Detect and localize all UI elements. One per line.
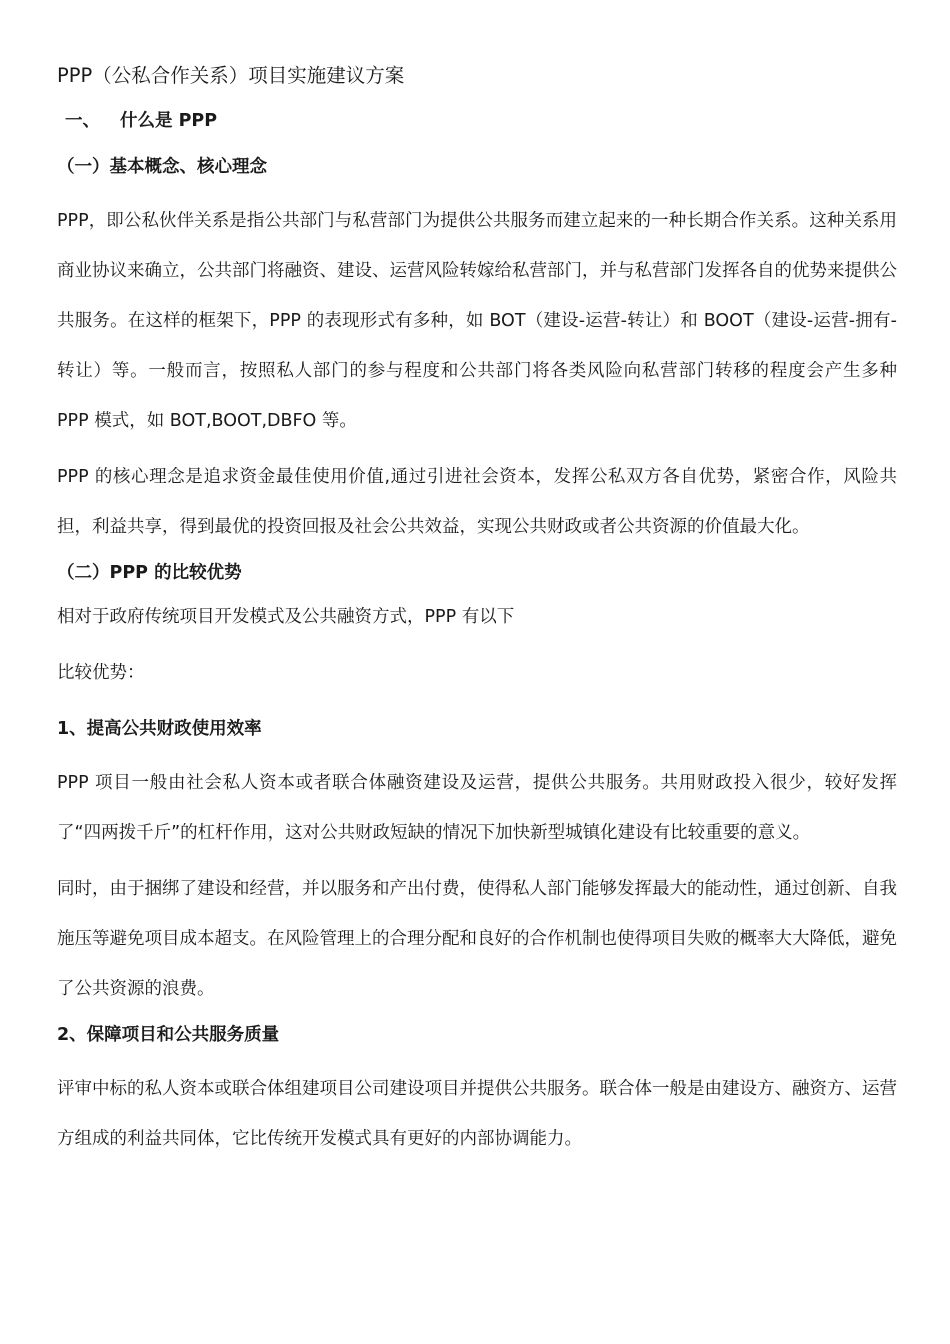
paragraph-quality: 评审中标的私人资本或联合体组建项目公司建设项目并提供公共服务。联合体一般是由建设方、融资方、运营方组成的利益共同体，它比传统开发模式具有更好的内部协调能力。	[57, 1079, 897, 1149]
paragraph-advantage-intro-cont: 比较优势：	[57, 663, 145, 683]
section-title: 什么是 PPP	[120, 111, 218, 131]
advantage-heading-2: 2、保障项目和公共服务质量	[57, 1025, 280, 1045]
section-heading-1	[65, 106, 897, 136]
paragraph-efficiency-cont: 同时，由于捆绑了建设和经营，并以服务和产出付费，使得私人部门能够发挥最大的能动性，通过创新、自我施压等避免项目成本超支。在风险管理上的合理分配和良好的合作机制也使得项目失败的概率大大降低，避免了公共资源的浪费。	[57, 879, 897, 999]
subsection-heading-1: （一）基本概念、核心理念	[57, 157, 267, 177]
subsection-heading-2: （二）PPP 的比较优势	[57, 563, 242, 583]
document-page	[57, 58, 897, 1170]
document-title: PPP（公私合作关系）项目实施建议方案	[57, 64, 405, 87]
paragraph-advantage-intro: 相对于政府传统项目开发模式及公共融资方式，PPP 有以下	[57, 607, 515, 627]
paragraph-efficiency: PPP 项目一般由社会私人资本或者联合体融资建设及运营，提供公共服务。共用财政投入很少，较好发挥了“四两拨千斤”的杠杆作用，这对公共财政短缺的情况下加快新型城镇化建设有比较重要的意义。	[57, 773, 897, 843]
section-number: 一、	[65, 111, 100, 131]
paragraph-ppp-core-idea: PPP 的核心理念是追求资金最佳使用价值,通过引进社会资本，发挥公私双方各自优势，紧密合作，风险共担，利益共享，得到最优的投资回报及社会公共效益，实现公共财政或者公共资源的价值最大化。	[57, 467, 897, 537]
paragraph-ppp-definition: PPP，即公私伙伴关系是指公共部门与私营部门为提供公共服务而建立起来的一种长期合作关系。这种关系用商业协议来确立，公共部门将融资、建设、运营风险转嫁给私营部门，并与私营部门发挥各自的优势来提供公共服务。在这样的框架下，PPP 的表现形式有多种，如 BOT（建设-运营-转让）和 BOOT（建设-运营-拥有-转让）等。一般而言，按照私人部门的参与程度和公共部门将各类风险向私营部门转移的程度会产生多种 PPP 模式，如 BOT,BOOT,DBFO 等。	[57, 211, 897, 431]
advantage-heading-1: 1、提高公共财政使用效率	[57, 719, 262, 739]
